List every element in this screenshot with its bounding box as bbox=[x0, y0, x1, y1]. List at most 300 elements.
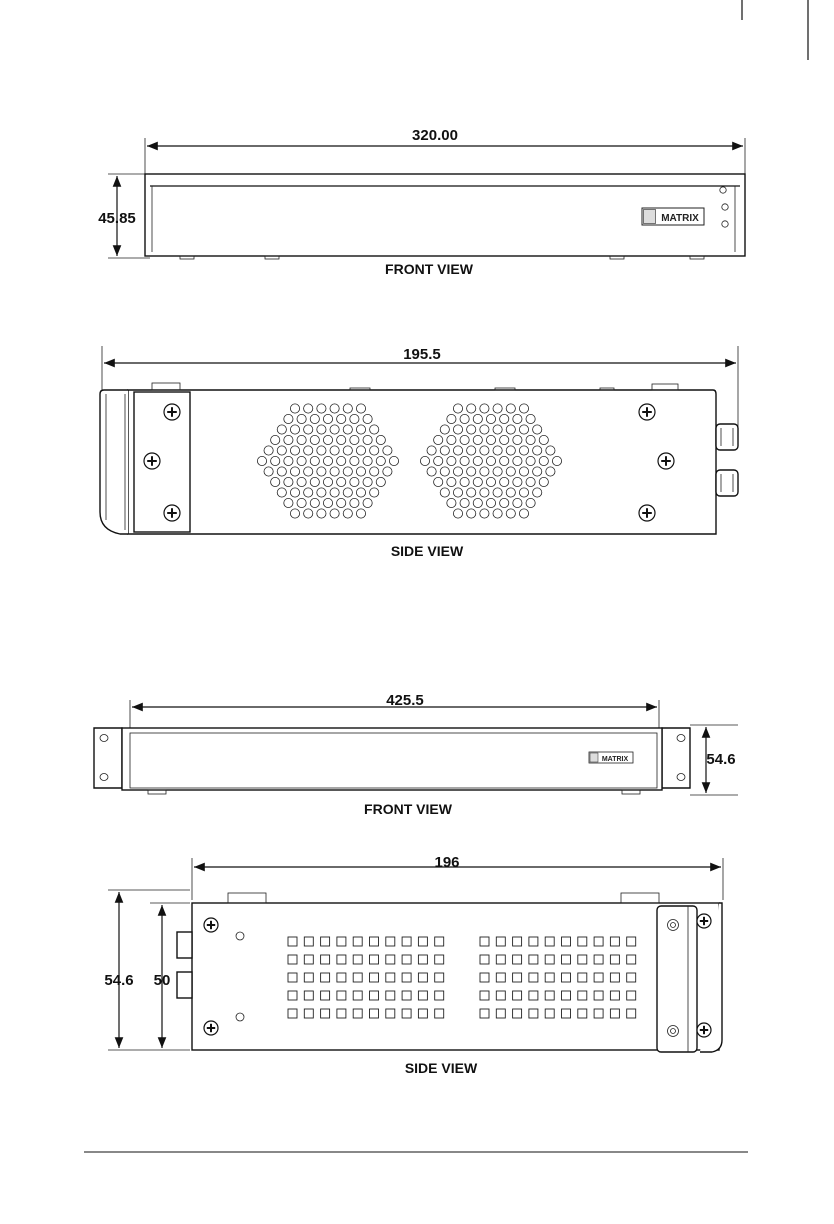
vent-hole bbox=[370, 446, 379, 455]
vent-hole bbox=[513, 991, 522, 1000]
vent-hole bbox=[440, 446, 449, 455]
vent-hole bbox=[496, 991, 505, 1000]
vent-hole bbox=[284, 498, 293, 507]
vent-hole bbox=[297, 477, 306, 486]
vent-hole bbox=[343, 404, 352, 413]
vent-hole bbox=[370, 488, 379, 497]
vent-hole bbox=[376, 456, 385, 465]
vent-hole bbox=[363, 498, 372, 507]
screw-icon bbox=[204, 918, 218, 932]
vent-hole bbox=[529, 955, 538, 964]
vent-hole bbox=[317, 446, 326, 455]
vent-hole bbox=[402, 991, 411, 1000]
vent-hole bbox=[594, 991, 603, 1000]
vent-hole bbox=[435, 955, 444, 964]
vent-hole bbox=[533, 425, 542, 434]
vent-hole bbox=[337, 991, 346, 1000]
vent-hole bbox=[500, 456, 509, 465]
vent-hole bbox=[317, 509, 326, 518]
vent-hole bbox=[310, 498, 319, 507]
vent-hole bbox=[480, 425, 489, 434]
chassis-side-panel bbox=[192, 903, 719, 1050]
vent-hole bbox=[467, 425, 476, 434]
vent-hole bbox=[310, 456, 319, 465]
vent-hole bbox=[310, 477, 319, 486]
vent-hole bbox=[578, 973, 587, 982]
vent-hole bbox=[370, 467, 379, 476]
vent-hole bbox=[370, 955, 379, 964]
brand-logo bbox=[589, 752, 633, 763]
vent-hole bbox=[323, 456, 332, 465]
vent-hole bbox=[460, 435, 469, 444]
vent-hole bbox=[545, 937, 554, 946]
vent-hole bbox=[473, 414, 482, 423]
vent-hole bbox=[533, 446, 542, 455]
vent-hole bbox=[539, 477, 548, 486]
vent-hole bbox=[353, 955, 362, 964]
vent-hole bbox=[386, 937, 395, 946]
device-front-outline bbox=[122, 728, 662, 790]
vent-hole bbox=[480, 467, 489, 476]
vent-hole bbox=[486, 414, 495, 423]
vent-hole bbox=[402, 1009, 411, 1018]
vent-hole bbox=[529, 937, 538, 946]
vent-hole bbox=[418, 937, 427, 946]
vent-hole bbox=[578, 955, 587, 964]
vent-hole bbox=[356, 467, 365, 476]
vent-hole bbox=[526, 435, 535, 444]
vent-hole bbox=[353, 1009, 362, 1018]
vent-hole bbox=[594, 955, 603, 964]
vent-hole bbox=[350, 477, 359, 486]
vent-hole bbox=[539, 435, 548, 444]
vent-hole bbox=[402, 937, 411, 946]
caption-side-view: SIDE VIEW bbox=[404, 1060, 478, 1076]
vent-hole bbox=[290, 404, 299, 413]
vent-hole bbox=[304, 509, 313, 518]
vent-hole bbox=[418, 991, 427, 1000]
vent-hole bbox=[317, 404, 326, 413]
vent-hole bbox=[353, 937, 362, 946]
front-bezel bbox=[100, 390, 128, 534]
vent-hole bbox=[304, 991, 313, 1000]
vent-hole bbox=[376, 435, 385, 444]
caption-side-view: SIDE VIEW bbox=[390, 543, 464, 559]
vent-hole bbox=[500, 477, 509, 486]
vent-hole bbox=[284, 456, 293, 465]
vent-hole bbox=[337, 456, 346, 465]
vent-hole bbox=[467, 509, 476, 518]
rear-connector bbox=[716, 470, 738, 496]
figure-front-view-2 bbox=[94, 692, 738, 817]
vent-hole bbox=[496, 1009, 505, 1018]
vent-hole bbox=[496, 955, 505, 964]
vent-hole bbox=[323, 498, 332, 507]
vent-hole bbox=[353, 973, 362, 982]
vent-hole bbox=[486, 456, 495, 465]
vent-hole bbox=[310, 435, 319, 444]
vent-hole bbox=[627, 955, 636, 964]
vent-hole bbox=[496, 973, 505, 982]
vent-hole bbox=[363, 414, 372, 423]
vent-hole bbox=[453, 488, 462, 497]
vent-hole bbox=[526, 414, 535, 423]
vent-hole bbox=[562, 991, 571, 1000]
mounting-bracket bbox=[134, 392, 190, 532]
vent-hole bbox=[343, 467, 352, 476]
vent-hole bbox=[513, 456, 522, 465]
vent-hole bbox=[627, 973, 636, 982]
vent-hole bbox=[545, 973, 554, 982]
vent-hole bbox=[370, 991, 379, 1000]
vent-hole bbox=[480, 509, 489, 518]
vent-hole bbox=[545, 991, 554, 1000]
vent-hole bbox=[337, 414, 346, 423]
vent-hole bbox=[370, 425, 379, 434]
vent-hole bbox=[440, 488, 449, 497]
vent-hole bbox=[310, 414, 319, 423]
vent-hole bbox=[453, 446, 462, 455]
vent-hole bbox=[356, 488, 365, 497]
vent-hole bbox=[467, 467, 476, 476]
dimension-length-label: 195.5 bbox=[403, 346, 441, 363]
vent-hole bbox=[356, 425, 365, 434]
vent-hole bbox=[460, 414, 469, 423]
vent-hole bbox=[460, 456, 469, 465]
vent-hole bbox=[271, 435, 280, 444]
vent-hole bbox=[321, 1009, 330, 1018]
vent-hole bbox=[627, 1009, 636, 1018]
vent-hole bbox=[610, 937, 619, 946]
vent-hole bbox=[473, 456, 482, 465]
vent-hole bbox=[513, 414, 522, 423]
vent-hole bbox=[297, 435, 306, 444]
vent-hole bbox=[323, 477, 332, 486]
vent-hole bbox=[337, 435, 346, 444]
vent-hole bbox=[330, 404, 339, 413]
vent-hole bbox=[304, 425, 313, 434]
vent-hole bbox=[480, 404, 489, 413]
vent-hole bbox=[297, 414, 306, 423]
vent-hole bbox=[427, 467, 436, 476]
vent-hole bbox=[434, 456, 443, 465]
vent-hole bbox=[288, 937, 297, 946]
vent-hole bbox=[330, 467, 339, 476]
vent-hole bbox=[304, 1009, 313, 1018]
vent-hole bbox=[578, 1009, 587, 1018]
vent-hole bbox=[610, 955, 619, 964]
vent-hole bbox=[297, 498, 306, 507]
vent-hole bbox=[473, 477, 482, 486]
rear-connector bbox=[177, 972, 192, 998]
vent-hole bbox=[356, 404, 365, 413]
screw-icon bbox=[164, 505, 180, 521]
vent-hole bbox=[402, 955, 411, 964]
vent-hole bbox=[493, 467, 502, 476]
rear-connector bbox=[716, 424, 738, 450]
vent-hole bbox=[350, 498, 359, 507]
vent-hole bbox=[506, 467, 515, 476]
vent-hole bbox=[277, 467, 286, 476]
vent-hole bbox=[627, 937, 636, 946]
vent-hole bbox=[402, 973, 411, 982]
vent-hole bbox=[440, 425, 449, 434]
screw-icon bbox=[639, 404, 655, 420]
screw-icon bbox=[144, 453, 160, 469]
vent-hole bbox=[427, 446, 436, 455]
mounting-bracket bbox=[657, 906, 697, 1052]
vent-hole bbox=[337, 477, 346, 486]
vent-hole bbox=[506, 425, 515, 434]
vent-hole bbox=[529, 1009, 538, 1018]
vent-hole bbox=[519, 488, 528, 497]
vent-hole bbox=[297, 456, 306, 465]
vent-hole bbox=[562, 937, 571, 946]
vent-hole bbox=[383, 446, 392, 455]
vent-hole bbox=[493, 509, 502, 518]
vent-hole bbox=[562, 1009, 571, 1018]
vent-hole bbox=[290, 488, 299, 497]
vent-hole bbox=[526, 498, 535, 507]
vent-hole bbox=[284, 414, 293, 423]
vent-hole bbox=[506, 446, 515, 455]
vent-hole bbox=[467, 488, 476, 497]
vent-hole bbox=[317, 488, 326, 497]
vent-hole bbox=[493, 404, 502, 413]
vent-hole bbox=[447, 414, 456, 423]
rear-connector bbox=[177, 932, 192, 958]
vent-hole bbox=[533, 467, 542, 476]
vent-hole bbox=[290, 467, 299, 476]
vent-hole bbox=[473, 435, 482, 444]
vent-hole bbox=[467, 404, 476, 413]
vent-hole bbox=[370, 937, 379, 946]
vent-hole bbox=[264, 467, 273, 476]
vent-hole bbox=[418, 973, 427, 982]
vent-hole bbox=[610, 1009, 619, 1018]
vent-hole bbox=[533, 488, 542, 497]
vent-hole bbox=[290, 446, 299, 455]
vent-hole bbox=[480, 446, 489, 455]
vent-hole bbox=[337, 973, 346, 982]
screw-icon bbox=[697, 914, 711, 928]
vent-hole bbox=[480, 488, 489, 497]
vent-hole bbox=[447, 456, 456, 465]
figure-front-view-1 bbox=[98, 127, 745, 277]
vent-hole bbox=[506, 404, 515, 413]
vent-hole bbox=[418, 955, 427, 964]
vent-hole bbox=[337, 955, 346, 964]
vent-hole bbox=[526, 477, 535, 486]
vent-hole bbox=[506, 509, 515, 518]
dimension-inner-height-label: 50 bbox=[153, 972, 171, 989]
dimension-width-label: 320.00 bbox=[412, 127, 458, 144]
vent-hole bbox=[627, 991, 636, 1000]
vent-hole bbox=[284, 435, 293, 444]
vent-hole bbox=[330, 488, 339, 497]
vent-hole bbox=[480, 991, 489, 1000]
vent-hole bbox=[370, 973, 379, 982]
vent-hole bbox=[386, 991, 395, 1000]
vent-hole bbox=[539, 456, 548, 465]
brand-logo bbox=[642, 208, 704, 225]
vent-hole bbox=[304, 404, 313, 413]
vent-hole bbox=[513, 955, 522, 964]
vent-hole bbox=[493, 488, 502, 497]
screw-icon bbox=[658, 453, 674, 469]
vent-hole bbox=[389, 456, 398, 465]
caption-front-view: FRONT VIEW bbox=[364, 801, 452, 817]
vent-hole bbox=[304, 955, 313, 964]
vent-hole bbox=[480, 1009, 489, 1018]
vent-hole bbox=[271, 477, 280, 486]
vent-hole bbox=[321, 955, 330, 964]
vent-hole bbox=[486, 477, 495, 486]
vent-hole bbox=[578, 991, 587, 1000]
vent-hole bbox=[493, 446, 502, 455]
vent-hole bbox=[552, 456, 561, 465]
vent-hole bbox=[363, 435, 372, 444]
vent-hole bbox=[323, 435, 332, 444]
vent-hole bbox=[288, 955, 297, 964]
dimension-height-label: 54.6 bbox=[104, 972, 134, 989]
vent-hole bbox=[288, 991, 297, 1000]
vent-hole bbox=[370, 1009, 379, 1018]
vent-hole bbox=[288, 973, 297, 982]
vent-hole bbox=[343, 446, 352, 455]
vent-hole bbox=[304, 488, 313, 497]
vent-hole bbox=[435, 1009, 444, 1018]
vent-hole bbox=[435, 937, 444, 946]
vent-hole bbox=[513, 435, 522, 444]
vent-hole bbox=[290, 509, 299, 518]
dimension-height-label: 54.6 bbox=[706, 751, 736, 768]
vent-hole bbox=[277, 446, 286, 455]
vent-hole bbox=[363, 456, 372, 465]
vent-hole bbox=[578, 937, 587, 946]
vent-hole bbox=[447, 498, 456, 507]
vent-hole bbox=[304, 973, 313, 982]
vent-hole bbox=[519, 425, 528, 434]
dimension-height-label: 45.85 bbox=[98, 210, 136, 227]
vent-hole bbox=[290, 425, 299, 434]
vent-hole bbox=[526, 456, 535, 465]
vent-hole bbox=[480, 937, 489, 946]
vent-hole bbox=[453, 425, 462, 434]
vent-hole bbox=[546, 467, 555, 476]
vent-hole bbox=[435, 991, 444, 1000]
vent-hole bbox=[343, 425, 352, 434]
vent-hole bbox=[513, 1009, 522, 1018]
vent-hole bbox=[513, 973, 522, 982]
vent-hole bbox=[321, 937, 330, 946]
vent-hole bbox=[418, 1009, 427, 1018]
vent-hole bbox=[434, 477, 443, 486]
vent-hole bbox=[529, 973, 538, 982]
vent-hole bbox=[257, 456, 266, 465]
vent-hole bbox=[337, 1009, 346, 1018]
vent-hole bbox=[496, 937, 505, 946]
vent-hole bbox=[350, 456, 359, 465]
vent-hole bbox=[480, 955, 489, 964]
vent-hole bbox=[356, 509, 365, 518]
vent-hole bbox=[330, 509, 339, 518]
vent-hole bbox=[529, 991, 538, 1000]
vent-hole bbox=[453, 509, 462, 518]
vent-hole bbox=[343, 488, 352, 497]
vent-hole bbox=[288, 1009, 297, 1018]
vent-hole bbox=[506, 488, 515, 497]
vent-hole bbox=[353, 991, 362, 1000]
brand-logo-text: MATRIX bbox=[601, 756, 629, 763]
dimension-width-label: 425.5 bbox=[386, 692, 424, 709]
vent-hole bbox=[519, 404, 528, 413]
vent-hole bbox=[486, 435, 495, 444]
vent-hole bbox=[562, 955, 571, 964]
caption-front-view: FRONT VIEW bbox=[385, 261, 473, 277]
vent-hole bbox=[350, 414, 359, 423]
vent-hole bbox=[594, 937, 603, 946]
vent-hole bbox=[304, 467, 313, 476]
vent-hole bbox=[337, 498, 346, 507]
vent-hole bbox=[493, 425, 502, 434]
vent-hole bbox=[277, 488, 286, 497]
vent-hole bbox=[513, 937, 522, 946]
vent-hole bbox=[546, 446, 555, 455]
vent-hole bbox=[486, 498, 495, 507]
screw-icon bbox=[164, 404, 180, 420]
vent-hole bbox=[277, 425, 286, 434]
vent-hole bbox=[594, 1009, 603, 1018]
vent-hole bbox=[440, 467, 449, 476]
vent-hole bbox=[304, 446, 313, 455]
vent-hole bbox=[317, 425, 326, 434]
vent-hole bbox=[519, 446, 528, 455]
vent-hole bbox=[500, 414, 509, 423]
vent-hole bbox=[562, 973, 571, 982]
vent-hole bbox=[264, 446, 273, 455]
vent-hole bbox=[545, 1009, 554, 1018]
vent-hole bbox=[480, 973, 489, 982]
vent-hole bbox=[304, 937, 313, 946]
vent-hole bbox=[513, 498, 522, 507]
brand-logo-text: MATRIX bbox=[661, 213, 699, 224]
vent-hole bbox=[434, 435, 443, 444]
figure-side-view-1 bbox=[100, 346, 738, 559]
vent-hole bbox=[271, 456, 280, 465]
vent-hole bbox=[447, 435, 456, 444]
vent-hole bbox=[321, 991, 330, 1000]
screw-icon bbox=[697, 1023, 711, 1037]
vent-hole bbox=[545, 955, 554, 964]
vent-hole bbox=[284, 477, 293, 486]
vent-hole bbox=[473, 498, 482, 507]
screw-icon bbox=[639, 505, 655, 521]
vent-hole bbox=[467, 446, 476, 455]
vent-hole bbox=[363, 477, 372, 486]
vent-hole bbox=[594, 973, 603, 982]
screw-icon bbox=[204, 1021, 218, 1035]
vent-hole bbox=[323, 414, 332, 423]
vent-hole bbox=[610, 991, 619, 1000]
vent-hole bbox=[519, 509, 528, 518]
vent-hole bbox=[453, 467, 462, 476]
vent-hole bbox=[356, 446, 365, 455]
vent-hole bbox=[460, 477, 469, 486]
rack-ear-right bbox=[662, 728, 690, 788]
vent-hole bbox=[386, 973, 395, 982]
vent-hole bbox=[519, 467, 528, 476]
